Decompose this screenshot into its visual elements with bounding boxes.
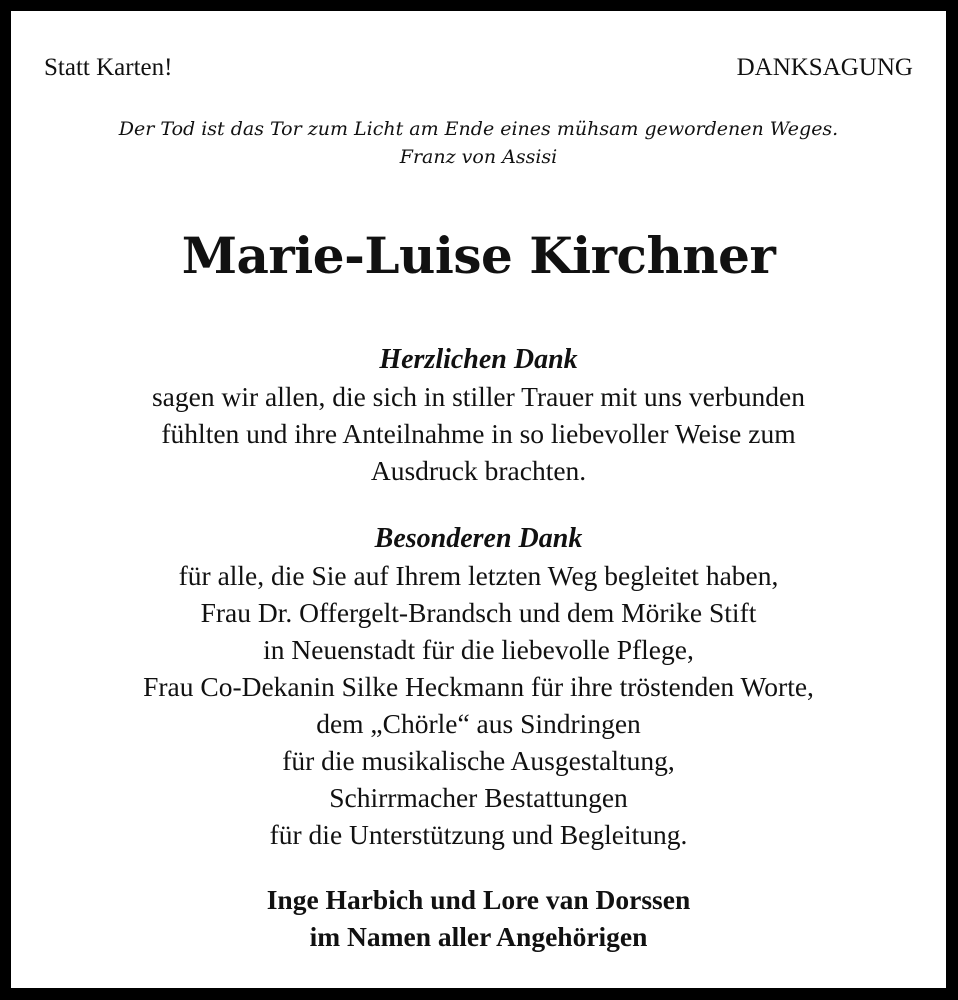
thanks-general-line: sagen wir allen, die sich in stiller Trauer mit uns verbunden	[151, 381, 805, 412]
thanks-general-heading: Herzlichen Dank	[379, 344, 578, 375]
deceased-name: Marie-Luise Kirchner	[181, 226, 776, 285]
thanks-general-section	[11, 341, 946, 489]
statt-karten-label: Statt Karten!	[44, 54, 173, 81]
signature-block	[11, 881, 946, 955]
thanks-special-line: in Neuenstadt für die liebevolle Pflege,	[263, 634, 694, 665]
thanks-special-line: für die Unterstützung und Begleitung.	[269, 819, 688, 850]
header-row	[44, 53, 913, 83]
thanks-special-line: dem „Chörle“ aus Sindringen	[316, 708, 641, 739]
obituary-card	[11, 11, 946, 988]
thanks-special-line: für die musikalische Ausgestaltung,	[282, 745, 675, 776]
thanks-general-line: fühlten und ihre Anteilnahme in so liebevoller Weise zum	[161, 418, 796, 449]
quote-text: Der Tod ist das Tor zum Licht am Ende eines mühsam gewordenen Weges.	[118, 118, 839, 140]
danksagung-label: DANKSAGUNG	[736, 54, 913, 81]
quote-author: Franz von Assisi	[399, 146, 558, 168]
thanks-special-section	[11, 520, 946, 853]
thanks-special-line: Frau Dr. Offergelt-Brandsch und dem Mörike Stift	[200, 597, 757, 628]
thanks-general-line: Ausdruck brachten.	[370, 455, 587, 486]
thanks-special-line: Frau Co-Dekanin Silke Heckmann für ihre tröstenden Worte,	[143, 671, 814, 702]
quote-block	[11, 115, 946, 171]
signature-relatives: im Namen aller Angehörigen	[309, 921, 648, 952]
thanks-special-line: Schirrmacher Bestattungen	[329, 782, 628, 813]
signature-names: Inge Harbich und Lore van Dorssen	[266, 884, 691, 915]
thanks-special-heading: Besonderen Dank	[374, 523, 583, 554]
thanks-special-line: für alle, die Sie auf Ihrem letzten Weg begleitet haben,	[178, 560, 779, 591]
